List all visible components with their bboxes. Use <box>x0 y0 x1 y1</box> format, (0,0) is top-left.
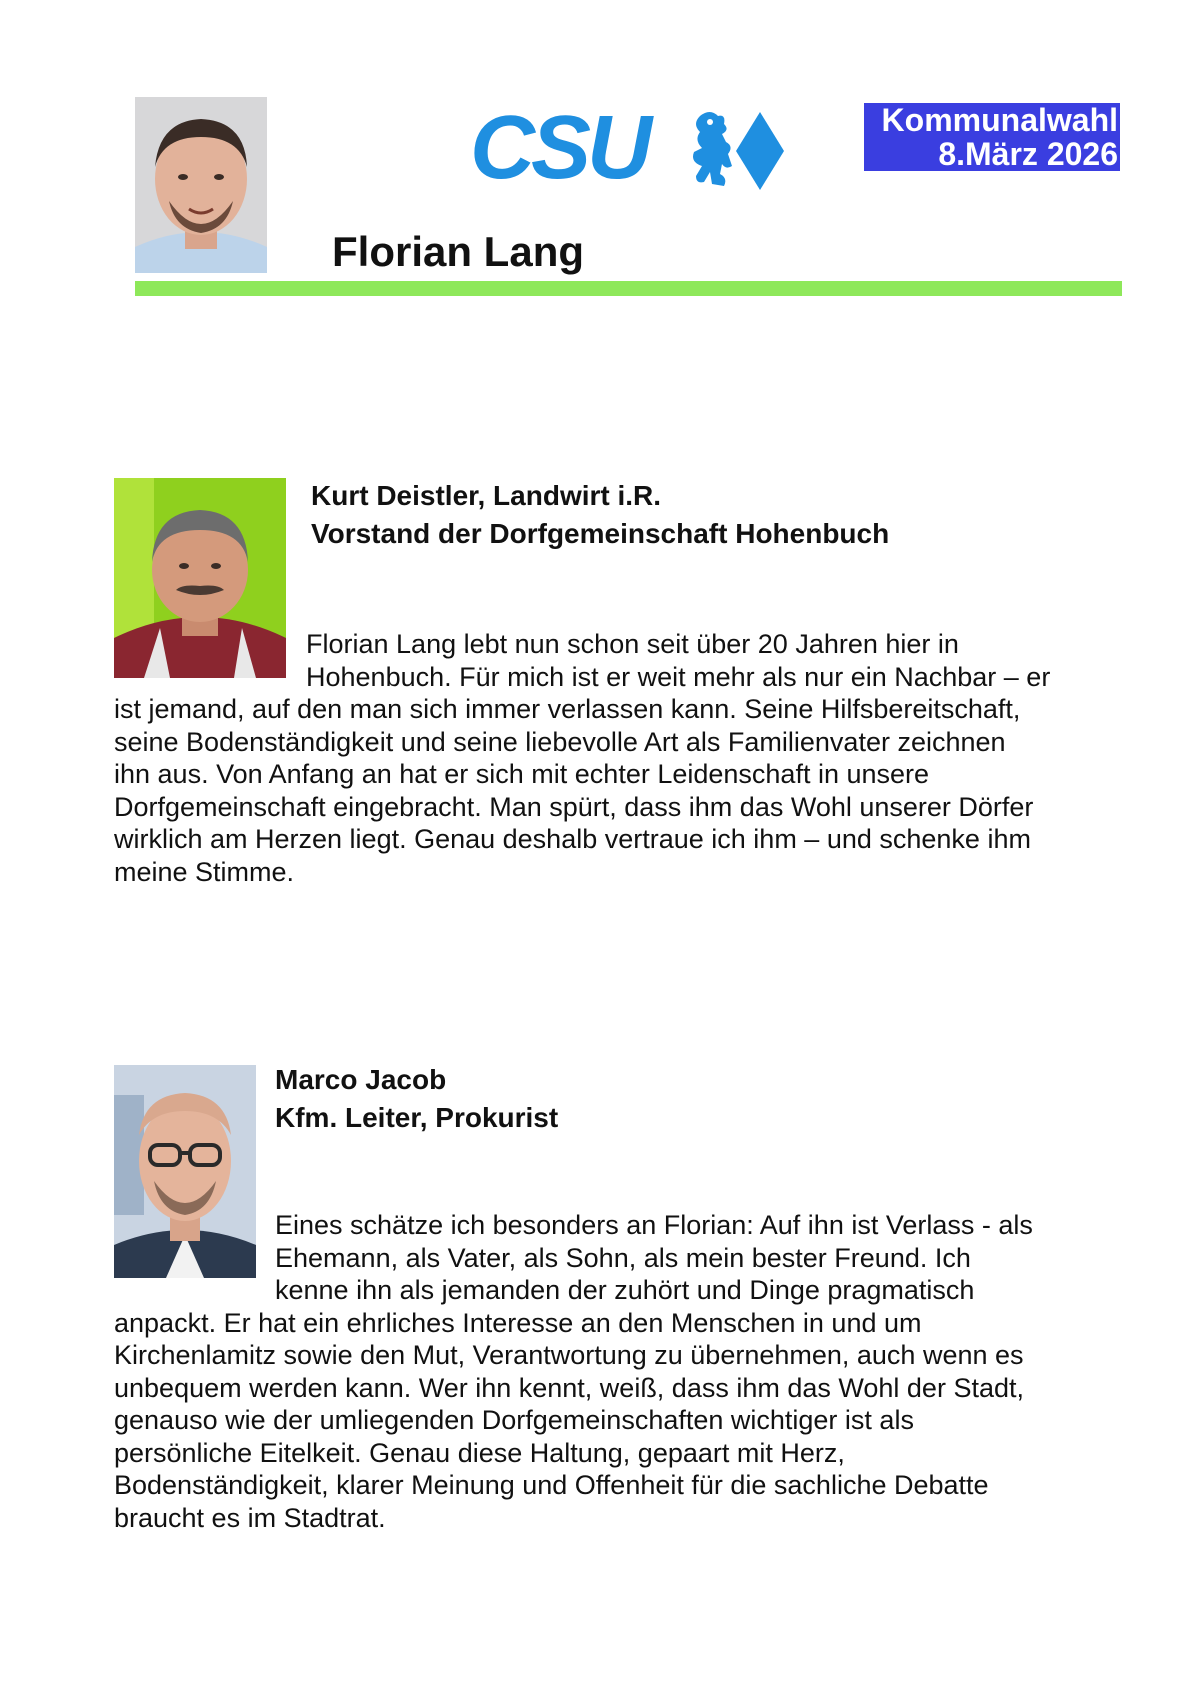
diamond-icon <box>736 112 784 190</box>
testimonial-text-1 <box>114 628 1114 888</box>
text-line: kenne ihn als jemanden der zuhört und Dinge pragmatisch <box>275 1275 975 1305</box>
testimonial-text-2 <box>114 1209 1114 1534</box>
text-line: Ehemann, als Vater, als Sohn, als mein bester Freund. Ich <box>275 1242 971 1273</box>
text-line: Dorfgemeinschaft eingebracht. Man spürt, dass ihm das Wohl unserer Dörfer <box>114 791 1034 822</box>
text-line: Eines schätze ich besonders an Florian: Auf ihn ist Verlass - als <box>275 1210 1033 1240</box>
text-line: braucht es im Stadtrat. <box>114 1502 386 1533</box>
csu-logo <box>470 98 790 198</box>
text-line: seine Bodenständigkeit und seine liebevolle Art als Familienvater zeichnen <box>114 726 1006 757</box>
candidate-name: Florian Lang <box>332 228 584 275</box>
candidate-photo <box>135 97 267 273</box>
text-line: meine Stimme. <box>114 856 295 887</box>
text-line: wirklich am Herzen liegt. Genau deshalb vertraue ich ihm – und schenke ihm <box>114 824 1031 854</box>
testimonial-role-2: Kfm. Leiter, Prokurist <box>275 1102 559 1133</box>
text-line: Bodenständigkeit, klarer Meinung und Offenheit für die sachliche Debatte <box>114 1470 989 1500</box>
header-divider <box>135 281 1122 296</box>
testimonial-name-1: Kurt Deistler, Landwirt i.R. <box>311 480 662 511</box>
election-badge <box>864 103 1120 171</box>
testimonial-role-1: Vorstand der Dorfgemeinschaft Hohenbuch <box>311 518 890 549</box>
logo-text: CSU <box>470 98 649 198</box>
text-line: genauso wie der umliegenden Dorfgemeinschaften wichtiger ist als <box>114 1405 914 1435</box>
text-line: ihn aus. Von Anfang an hat er sich mit echter Leidenschaft in unsere <box>114 759 930 789</box>
text-line: anpackt. Er hat ein ehrliches Interesse an den Menschen in und um <box>114 1307 922 1338</box>
text-line: ist jemand, auf den man sich immer verlassen kann. Seine Hilfsbereitschaft, <box>114 694 1021 724</box>
text-line: persönliche Eitelkeit. Genau diese Haltung, gepaart mit Herz, <box>114 1437 845 1468</box>
badge-line-1: Kommunalwahl <box>881 102 1118 138</box>
portrait-image <box>135 97 267 273</box>
text-line: Hohenbuch. Für mich ist er weit mehr als nur ein Nachbar – er <box>306 661 1051 692</box>
text-line: unbequem werden kann. Wer ihn kennt, weiß, dass ihm das Wohl der Stadt, <box>114 1372 1024 1403</box>
text-line: Florian Lang lebt nun schon seit über 20 Jahren hier in <box>306 629 959 659</box>
lion-icon <box>682 108 738 188</box>
testimonial-name-2: Marco Jacob <box>275 1064 447 1095</box>
text-line: Kirchenlamitz sowie den Mut, Verantwortung zu übernehmen, auch wenn es <box>114 1340 1024 1370</box>
badge-line-2: 8.März 2026 <box>938 136 1118 172</box>
